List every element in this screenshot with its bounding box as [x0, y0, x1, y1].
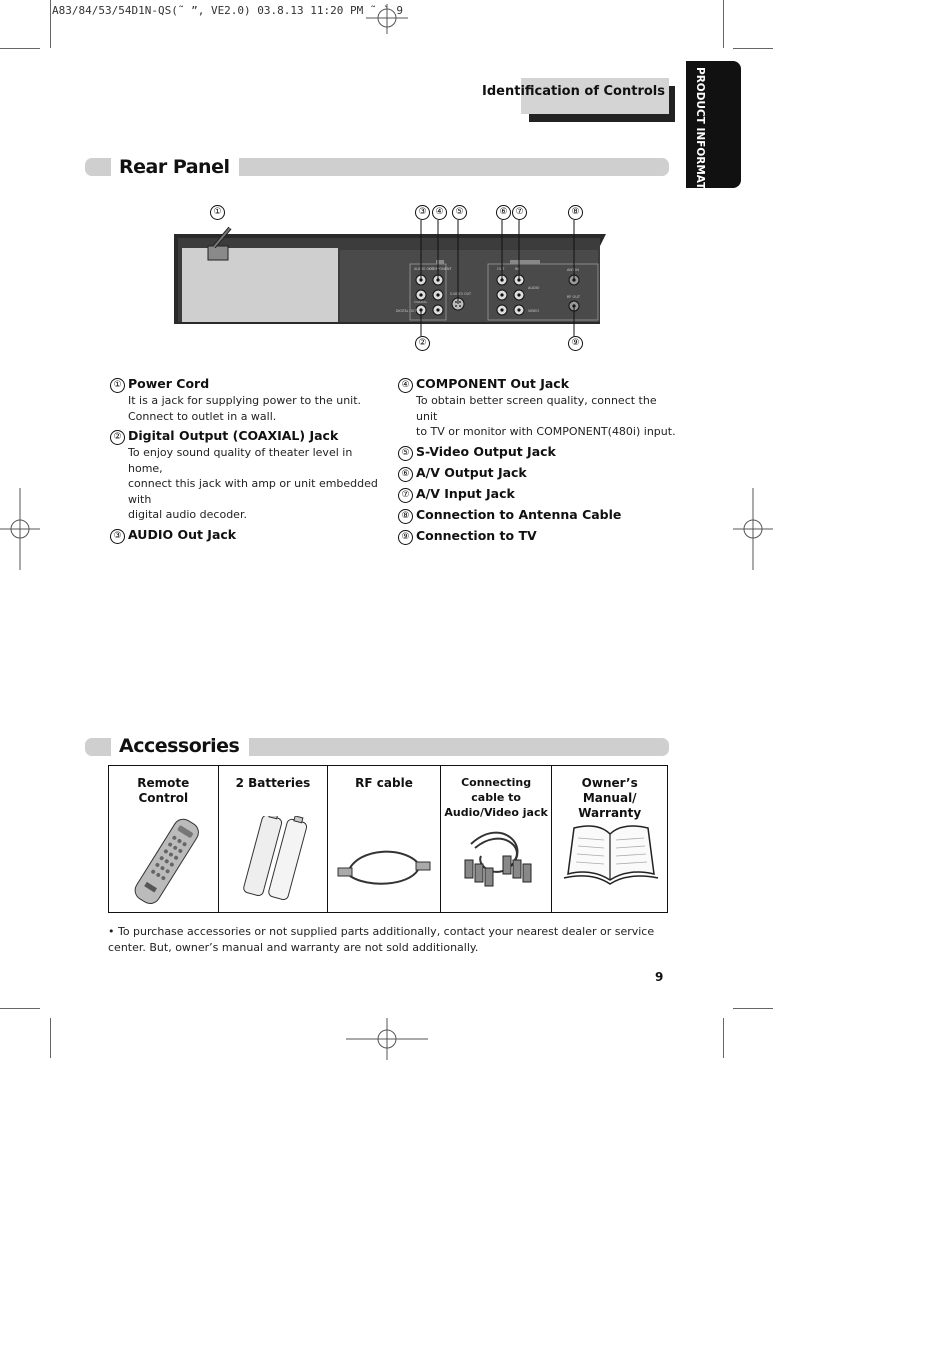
- label-audio: AUDIO: [528, 286, 540, 290]
- desc-line: To enjoy sound quality of theater level in home,: [128, 446, 353, 475]
- control-description: [398, 393, 678, 440]
- desc-line: Connect to outlet in a wall.: [128, 409, 277, 423]
- accessory-label: 2 Batteries: [235, 776, 311, 790]
- controls-list-right: [398, 376, 678, 549]
- accessory-label: Remote Control: [137, 776, 190, 805]
- control-number: ⑦: [398, 488, 413, 503]
- control-title: COMPONENT Out Jack: [416, 376, 570, 391]
- control-item-s-video: [398, 444, 678, 461]
- callout-2: ②: [415, 336, 430, 351]
- control-number: ①: [110, 378, 125, 393]
- accessory-batteries: [219, 766, 329, 912]
- control-title: Power Cord: [128, 376, 210, 391]
- desc-line: digital audio decoder.: [128, 508, 247, 521]
- callout-6: ⑥: [496, 205, 511, 220]
- control-description: [110, 445, 390, 523]
- callout-4: ④: [432, 205, 447, 220]
- accessories-title: Accessories: [111, 734, 249, 758]
- control-description: [110, 393, 390, 424]
- registration-mark-left: [0, 488, 40, 570]
- label-video: VIDEO: [528, 309, 540, 313]
- desc-line: connect this jack with amp or unit embedded with: [128, 477, 378, 506]
- rear-panel-drawing: [170, 200, 610, 360]
- control-number: ⑧: [398, 509, 413, 524]
- registration-mark-bottom: [346, 1018, 428, 1060]
- control-number: ③: [110, 529, 125, 544]
- product-information-tab: [686, 61, 741, 211]
- batteries-icon: [219, 816, 329, 912]
- control-number: ④: [398, 378, 413, 393]
- accessory-remote-control: [109, 766, 219, 912]
- section-header-title: Identification of Controls: [482, 84, 665, 99]
- callout-7: ⑦: [512, 205, 527, 220]
- rf-cable-icon: [328, 816, 441, 912]
- control-title: A/V Output Jack: [416, 464, 527, 480]
- control-item-tv: [398, 528, 678, 545]
- desc-line: It is a jack for supplying power to the unit.: [128, 394, 362, 407]
- control-number: ②: [110, 430, 125, 445]
- accessory-label: Owner’s Manual/ Warranty: [578, 776, 642, 820]
- print-header-line: A83/84/53/54D1N-QS(˜ ”, VE2.0) 03.8.13 11:20 PM ˜ ` 9: [52, 4, 403, 17]
- rear-panel-title: Rear Panel: [111, 155, 239, 179]
- callout-9: ⑨: [568, 336, 583, 351]
- control-number: ⑨: [398, 530, 413, 545]
- control-title: Connection to TV: [416, 527, 537, 543]
- control-number: ⑥: [398, 467, 413, 482]
- remote-control-icon: [109, 816, 219, 912]
- control-title: Connection to Antenna Cable: [416, 506, 622, 522]
- callout-3: ③: [415, 205, 430, 220]
- control-item-component-out: [398, 376, 678, 440]
- accessory-rf-cable: [328, 766, 441, 912]
- label-s-video-out: S-VIDEO OUT: [450, 292, 471, 296]
- label-in: IN: [515, 267, 519, 271]
- label-component: COMPONENT: [429, 267, 452, 271]
- av-cable-icon: [441, 816, 553, 912]
- rear-panel-diagram: [170, 200, 610, 360]
- control-item-digital-output: [110, 428, 390, 523]
- accessory-av-cable: [441, 766, 553, 912]
- label-ant-in: ANT IN: [567, 268, 579, 272]
- label-digital-out: DIGITAL OUT: [396, 309, 417, 313]
- desc-line: to TV or monitor with COMPONENT(480i) input.: [416, 425, 676, 438]
- control-title: A/V Input Jack: [416, 485, 515, 501]
- control-title: S-Video Output Jack: [416, 443, 556, 459]
- label-out: OUT: [497, 267, 505, 271]
- registration-mark-right: [733, 488, 773, 570]
- control-item-audio-out: [110, 527, 390, 544]
- registration-mark-top: [366, 4, 408, 34]
- side-tab-label: PRODUCT INFORMATION: [694, 67, 706, 211]
- controls-list-left: [110, 376, 390, 548]
- label-rf-out: RF OUT: [567, 295, 581, 299]
- callout-1: ①: [210, 205, 225, 220]
- accessory-manual: [552, 766, 667, 912]
- control-item-av-input: [398, 486, 678, 503]
- control-title: AUDIO Out Jack: [128, 526, 237, 542]
- section-header: [482, 78, 669, 114]
- control-item-av-output: [398, 465, 678, 482]
- control-number: ⑤: [398, 446, 413, 461]
- page-number: 9: [655, 970, 664, 984]
- accessories-table: [108, 765, 668, 913]
- label-audio-out: AUDIO OUT: [414, 267, 435, 271]
- manual-book-icon: [552, 816, 667, 912]
- callout-5: ⑤: [452, 205, 467, 220]
- desc-line: To obtain better screen quality, connect the unit: [416, 394, 657, 423]
- control-item-power-cord: [110, 376, 390, 424]
- control-title: Digital Output (COAXIAL) Jack: [128, 428, 339, 443]
- control-item-antenna: [398, 507, 678, 524]
- accessory-label: Connecting cable to Audio/Video jack: [444, 776, 548, 819]
- label-coaxial: COAXIAL: [414, 300, 428, 304]
- accessories-note: • To purchase accessories or not supplied parts additionally, contact your nearest dealer or service center. But, owner’s manual and warranty are not sold additionally.: [108, 925, 655, 954]
- callout-8: ⑧: [568, 205, 583, 220]
- accessory-label: RF cable: [355, 776, 413, 790]
